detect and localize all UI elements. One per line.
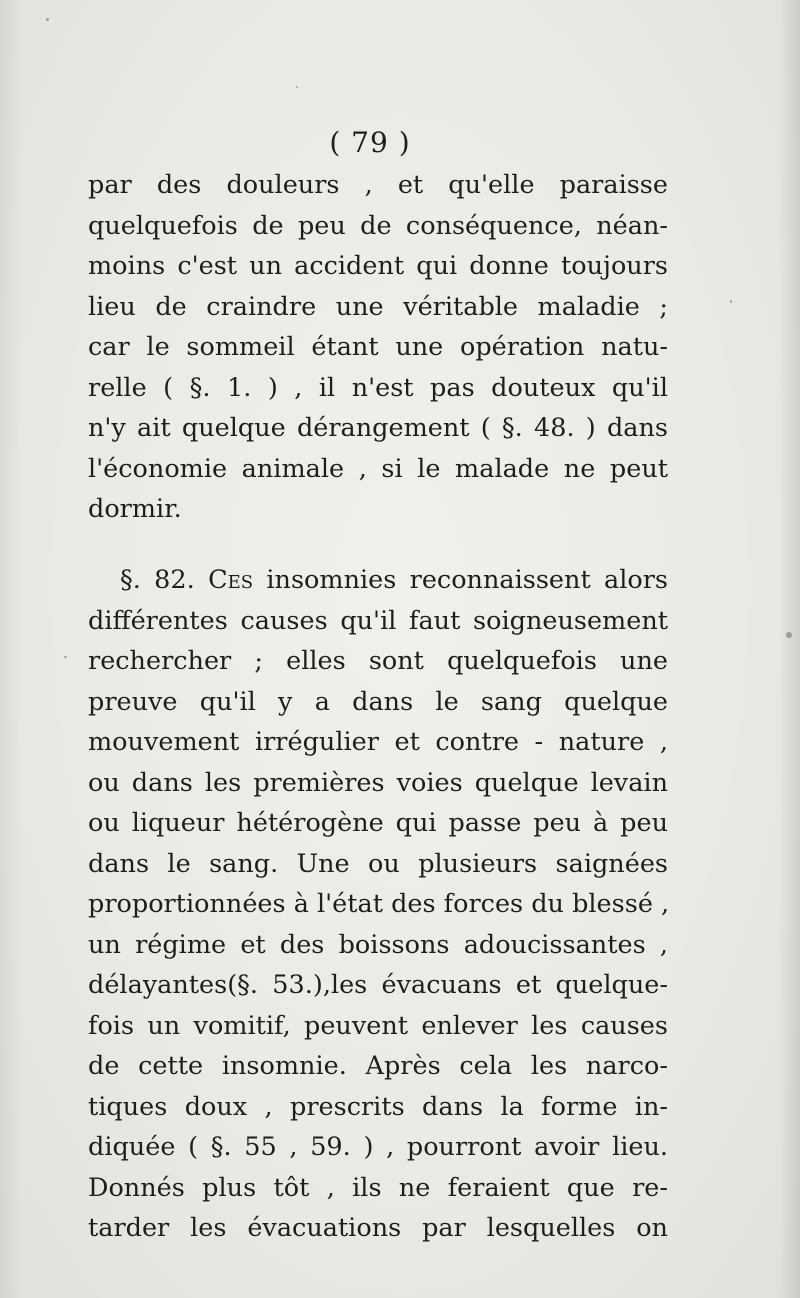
text-line: ou dans les premières voies quelque levain bbox=[88, 767, 668, 798]
text-line: relle ( §. 1. ) , il n'est pas douteux qu'il bbox=[88, 372, 668, 403]
text-line: n'y ait quelque dérangement ( §. 48. ) dans bbox=[88, 413, 668, 443]
text-line: Donnés plus tôt , ils ne feraient que re- bbox=[88, 1172, 668, 1203]
text-line: car le sommeil étant une opération natu- bbox=[88, 332, 668, 362]
section-first-line bbox=[88, 560, 668, 601]
section-mark: §. 82. bbox=[120, 565, 195, 595]
text-line: mouvement irrégulier et contre - nature , bbox=[88, 727, 668, 757]
text-line: quelquefois de peu de conséquence, néan- bbox=[88, 210, 668, 241]
page-number: ( 79 ) bbox=[329, 126, 411, 159]
section-first-word: Ces bbox=[208, 565, 254, 595]
text-line: par des douleurs , et qu'elle paraisse bbox=[88, 170, 668, 200]
text-line: un régime et des boissons adoucissantes , bbox=[88, 929, 668, 960]
text-line: diquée ( §. 55 , 59. ) , pourront avoir lieu. bbox=[88, 1132, 668, 1162]
text-line: dans le sang. Une ou plusieurs saignées bbox=[88, 848, 668, 879]
paragraph-section-82 bbox=[88, 560, 668, 1249]
text-line: délayantes(§. 53.),les évacuans et quelque- bbox=[88, 970, 668, 1000]
text-line: de cette insomnie. Après cela les narco- bbox=[88, 1051, 668, 1081]
text-line: dormir. bbox=[88, 494, 182, 524]
right-page-edge bbox=[778, 0, 800, 1298]
section-first-line-text: insomnies reconnaissent alors bbox=[266, 565, 669, 595]
text-line: tiques doux , prescrits dans la forme in- bbox=[88, 1091, 668, 1122]
text-line: proportionnées à l'état des forces du blessé , bbox=[88, 889, 670, 919]
text-line: tarder les évacuations par lesquelles on bbox=[88, 1213, 668, 1243]
paragraph-continued bbox=[88, 165, 668, 530]
text-line: moins c'est un accident qui donne toujours bbox=[88, 251, 668, 281]
text-line: lieu de craindre une véritable maladie ; bbox=[88, 291, 668, 322]
text-line: rechercher ; elles sont quelquefois une bbox=[88, 646, 668, 676]
text-line: fois un vomitif, peuvent enlever les causes bbox=[88, 1010, 668, 1041]
text-line: différentes causes qu'il faut soigneusement bbox=[88, 605, 668, 636]
text-line: l'économie animale , si le malade ne peut bbox=[88, 453, 668, 484]
text-line: ou liqueur hétérogène qui passe peu à peu bbox=[88, 808, 668, 838]
text-line: preuve qu'il y a dans le sang quelque bbox=[88, 686, 668, 717]
left-page-edge bbox=[0, 0, 22, 1298]
